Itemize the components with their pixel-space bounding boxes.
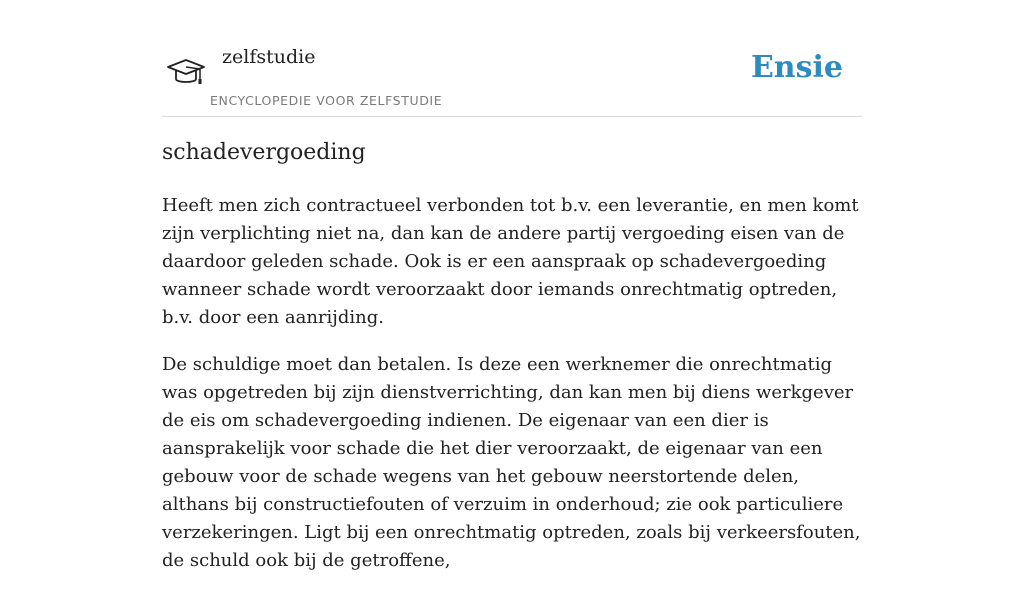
- graduation-cap-icon[interactable]: [166, 54, 206, 90]
- site-header: [162, 0, 862, 117]
- article-paragraph: De schuldige moet dan betalen. Is deze een werknemer die onrechtmatig was opgetreden bij zijn dienstverrichting, dan kan men bij diens werkgever de eis om schadevergoeding indienen. De eigenaar van een dier is aansprakelijk voor schade die het dier veroorzaakt, de eigenaar van een gebouw voor de schade wegens van het gebouw neerstortende delen, althans bij constructiefouten of verzuim in onderhoud; zie ook particuliere verzekeringen. Ligt bij een onrechtmatig optreden, zoals bij verkeersfouten, de schuld ook bij de getroffene,: [162, 354, 861, 571]
- article-body: [162, 192, 867, 594]
- site-name[interactable]: zelfstudie: [222, 46, 316, 68]
- article-paragraph: Heeft men zich contractueel verbonden tot b.v. een leverantie, en men komt zijn verplichting niet na, dan kan de andere partij vergoeding eisen van de daardoor geleden schade. Ook is er een aanspraak op schadevergoeding wanneer schade wordt veroorzaakt door iemands onrechtmatig optreden, b.v. door een aanrijding.: [162, 195, 859, 328]
- article-title: schadevergoeding: [162, 140, 366, 165]
- ensie-logo-link[interactable]: Ensie: [750, 50, 843, 85]
- site-tagline: ENCYCLOPEDIE VOOR ZELFSTUDIE: [210, 93, 443, 108]
